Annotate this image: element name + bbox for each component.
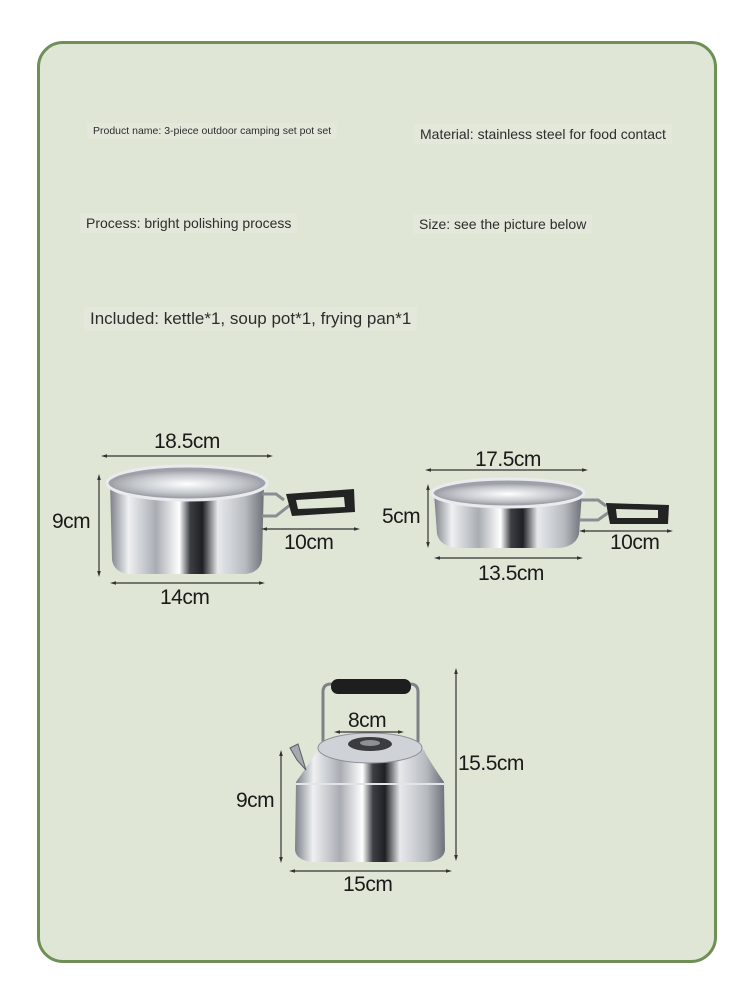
kettle-body-height-label: 9cm [236,789,275,812]
frying-pan-handle-label: 10cm [610,531,660,554]
frying-pan-bottom-width-label: 13.5cm [478,562,544,585]
soup-pot-handle-label: 10cm [284,531,334,554]
kettle-total-height-label: 15.5cm [458,752,524,775]
kettle-lid-width-label: 8cm [348,709,387,732]
product-name-text: Product name: 3-piece outdoor camping set pot set [87,123,337,139]
included-text: Included: kettle*1, soup pot*1, frying pan*1 [84,307,417,331]
soup-pot-image [107,466,355,574]
kettle-image [290,679,445,862]
size-text: Size: see the picture below [413,214,592,234]
soup-pot-height-label: 9cm [52,510,91,533]
soup-pot-top-width-label: 18.5cm [154,430,220,453]
frying-pan-top-width-label: 17.5cm [475,448,541,471]
soup-pot-bottom-width-label: 14cm [160,586,210,609]
frying-pan-height-label: 5cm [382,505,421,528]
material-text: Material: stainless steel for food contact [414,124,672,144]
kettle-bottom-width-label: 15cm [343,873,393,896]
process-text: Process: bright polishing process [80,213,297,233]
